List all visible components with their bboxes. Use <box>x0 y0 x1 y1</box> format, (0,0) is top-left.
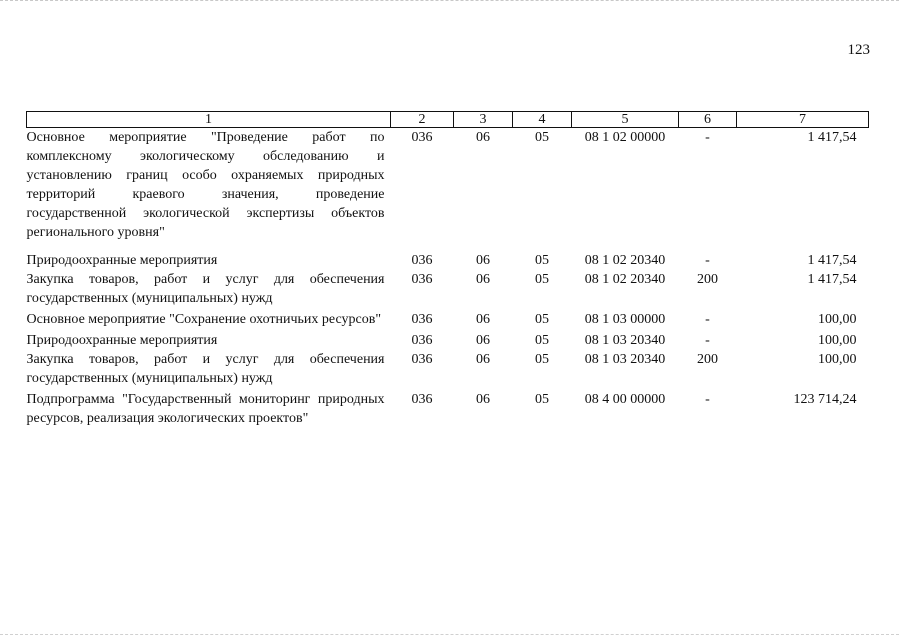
table-row <box>27 350 869 390</box>
row-expense-type: - <box>705 130 710 145</box>
row-description: Закупка товаров, работ и услуг для обеспечения государственных (муниципальных) нужд <box>26 271 385 306</box>
budget-table <box>26 111 869 428</box>
header-col-7: 7 <box>737 112 869 128</box>
table-row <box>27 270 869 310</box>
row-section: 06 <box>476 332 490 348</box>
scan-edge-bottom <box>0 634 899 638</box>
row-expense-type: - <box>705 391 710 407</box>
row-description: Природоохранные мероприятия <box>26 332 218 348</box>
column-number-header <box>27 112 869 128</box>
row-amount: 1 417,54 <box>807 252 857 268</box>
row-target: 08 1 02 20340 <box>584 252 666 268</box>
row-expense-type: - <box>705 311 710 327</box>
row-subsection: 05 <box>535 130 549 145</box>
row-section: 06 <box>476 311 490 327</box>
table-row <box>27 390 869 428</box>
row-description: Подпрограмма "Государственный мониторинг природных ресурсов, реализация экологических проектов" <box>26 391 385 426</box>
row-amount: 1 417,54 <box>807 130 857 145</box>
page-number: 123 <box>847 42 870 58</box>
row-target: 08 1 03 20340 <box>584 351 666 367</box>
row-section: 06 <box>476 271 490 287</box>
row-target: 08 1 03 00000 <box>584 311 666 327</box>
row-subsection: 05 <box>535 332 549 348</box>
header-col-1: 1 <box>27 112 391 128</box>
row-expense-type: 200 <box>697 271 718 287</box>
row-description: Закупка товаров, работ и услуг для обеспечения государственных (муниципальных) нужд <box>26 351 385 386</box>
row-target: 08 4 00 00000 <box>584 391 666 407</box>
row-section: 06 <box>476 252 490 268</box>
header-col-2: 2 <box>391 112 454 128</box>
row-code: 036 <box>411 332 433 348</box>
row-code: 036 <box>411 252 433 268</box>
row-expense-type: - <box>705 252 710 268</box>
table-row <box>27 310 869 331</box>
row-subsection: 05 <box>535 271 549 287</box>
row-section: 06 <box>476 130 490 145</box>
table-row <box>27 128 869 251</box>
row-expense-type: 200 <box>697 351 718 367</box>
header-col-6: 6 <box>679 112 737 128</box>
row-target: 08 1 02 20340 <box>584 271 666 287</box>
row-section: 06 <box>476 391 490 407</box>
table-row <box>27 331 869 350</box>
row-code: 036 <box>411 391 433 407</box>
scan-edge-top <box>0 0 899 5</box>
row-amount: 123 714,24 <box>793 391 857 407</box>
row-amount: 100,00 <box>818 332 857 348</box>
row-amount: 1 417,54 <box>807 271 857 287</box>
row-description: Основное мероприятие "Проведение работ по комплексному экологическому обследованию и установлению границ особо охраняемых природных территорий краевого значения, проведение государственной экологической экспертизы объектов регионального уровня" <box>26 130 385 240</box>
header-col-5: 5 <box>572 112 679 128</box>
header-col-3: 3 <box>454 112 513 128</box>
row-code: 036 <box>411 130 433 145</box>
table-row <box>27 251 869 270</box>
row-expense-type: - <box>705 332 710 348</box>
row-code: 036 <box>411 311 433 327</box>
row-amount: 100,00 <box>818 311 857 327</box>
row-amount: 100,00 <box>818 351 857 367</box>
row-subsection: 05 <box>535 311 549 327</box>
row-description: Основное мероприятие "Сохранение охотничьих ресурсов" <box>26 311 382 327</box>
row-subsection: 05 <box>535 351 549 367</box>
row-subsection: 05 <box>535 252 549 268</box>
row-description: Природоохранные мероприятия <box>26 252 218 268</box>
row-target: 08 1 02 00000 <box>584 130 666 145</box>
row-code: 036 <box>411 271 433 287</box>
row-target: 08 1 03 20340 <box>584 332 666 348</box>
row-section: 06 <box>476 351 490 367</box>
row-code: 036 <box>411 351 433 367</box>
header-col-4: 4 <box>513 112 572 128</box>
row-subsection: 05 <box>535 391 549 407</box>
